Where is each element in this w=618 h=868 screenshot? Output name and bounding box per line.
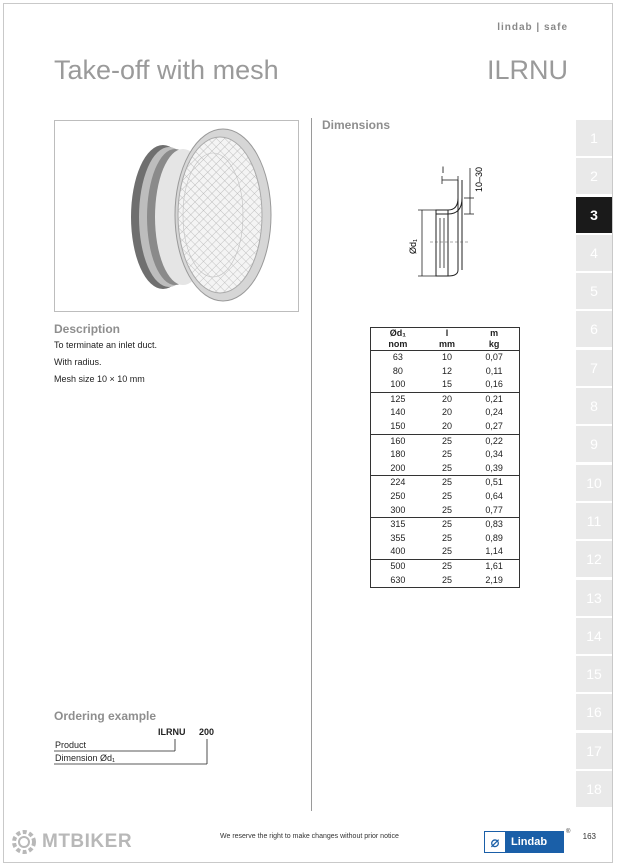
table-header-row (371, 328, 520, 351)
table-cell: 63 (392, 352, 403, 362)
table-cell: 20 (442, 420, 453, 431)
table-cell: 315 (371, 518, 425, 532)
table-cell: 25 (442, 462, 453, 473)
page-number: 163 (582, 832, 596, 841)
table-cell: 0,27 (485, 420, 503, 431)
description-line: With radius. (54, 357, 102, 367)
table-cell: 25 (425, 476, 470, 490)
tab-chapter-14[interactable]: 14 (576, 618, 612, 654)
table-cell: 300 (390, 504, 406, 515)
table-cell: 500 (371, 559, 425, 573)
dimensions-heading: Dimensions (322, 118, 391, 132)
table-row (371, 351, 520, 365)
description-line: Mesh size 10 × 10 mm (54, 374, 145, 384)
table-row (371, 504, 520, 518)
table-body (371, 351, 520, 588)
table-cell: 100 (390, 379, 406, 390)
product-photo (54, 120, 299, 312)
table-cell: 250 (390, 490, 406, 501)
footer-note: We reserve the right to make changes without prior notice (220, 833, 399, 840)
table-cell: 355 (390, 532, 406, 543)
tab-chapter-8[interactable]: 8 (576, 388, 612, 424)
table-cell: 224 (371, 476, 425, 490)
table-cell: 0,11 (485, 365, 503, 376)
tab-chapter-17[interactable]: 17 (576, 733, 612, 769)
table-cell: 0,24 (485, 407, 503, 418)
table-row (371, 392, 520, 406)
tab-chapter-1[interactable]: 1 (576, 120, 612, 156)
tab-chapter-12[interactable]: 12 (576, 541, 612, 577)
tab-chapter-13[interactable]: 13 (576, 580, 612, 616)
logo-text: Lindab (511, 836, 548, 848)
description-line: To terminate an inlet duct. (54, 340, 158, 350)
table-cell: 25 (442, 574, 453, 585)
table-cell: 25 (442, 504, 453, 515)
table-cell: 180 (390, 449, 406, 460)
tab-chapter-16[interactable]: 16 (576, 694, 612, 730)
table-cell: 25 (425, 434, 470, 448)
registered-mark: ® (566, 829, 571, 835)
table-cell: 25 (442, 449, 453, 460)
take-off-illustration (55, 121, 298, 311)
table-row (371, 448, 520, 462)
table-cell: 25 (425, 559, 470, 573)
table-cell: 20 (425, 392, 470, 406)
table-row (371, 490, 520, 504)
header-diameter: Ød₁ nom (371, 328, 425, 351)
tab-chapter-6[interactable]: 6 (576, 311, 612, 347)
table-row (371, 545, 520, 559)
tab-chapter-15[interactable]: 15 (576, 656, 612, 692)
table-cell: 630 (390, 574, 406, 585)
table-cell: 12 (442, 365, 453, 376)
table-cell: 0,39 (485, 462, 503, 473)
dimensions-table (370, 327, 520, 588)
header-mass: m kg (469, 328, 519, 351)
table-row (371, 434, 520, 448)
table-cell: 15 (442, 379, 453, 390)
lindab-symbol-icon: ⌀ (484, 831, 506, 853)
table-cell: 140 (390, 407, 406, 418)
tab-chapter-18[interactable]: 18 (576, 771, 612, 807)
drawing-label-l: l (442, 165, 444, 175)
tab-chapter-2[interactable]: 2 (576, 158, 612, 194)
table-cell: 0,64 (485, 490, 503, 501)
table-cell: 20 (442, 407, 453, 418)
table-cell: 2,19 (485, 574, 503, 585)
table-row (371, 574, 520, 588)
table-cell: 400 (390, 546, 406, 557)
gear-icon (10, 828, 38, 856)
lindab-logo (484, 831, 564, 853)
table-cell: 150 (390, 420, 406, 431)
table-cell: 80 (392, 365, 403, 376)
tab-chapter-11[interactable]: 11 (576, 503, 612, 539)
drawing-label-range: 10–30 (474, 166, 484, 192)
tab-chapter-7[interactable]: 7 (576, 350, 612, 386)
table-cell: 25 (442, 546, 453, 557)
table-cell: 200 (390, 462, 406, 473)
table-cell: 1,14 (485, 546, 503, 557)
chapter-tabs (576, 120, 614, 809)
brand-header: lindab | safe (497, 22, 568, 33)
table-row (371, 518, 520, 532)
table-cell: 0,34 (485, 449, 503, 460)
ordering-heading: Ordering example (54, 709, 157, 723)
tab-chapter-10[interactable]: 10 (576, 465, 612, 501)
table-row (371, 559, 520, 573)
column-divider (311, 118, 312, 811)
table-row (371, 420, 520, 434)
table-cell: 25 (442, 532, 453, 543)
table-cell: 25 (425, 518, 470, 532)
header-length: l mm (425, 328, 470, 351)
table-cell: 0,77 (485, 504, 503, 515)
table-cell: 0,22 (469, 434, 519, 448)
table-cell: 1,61 (469, 559, 519, 573)
table-cell: 0,16 (485, 379, 503, 390)
ordering-code: ILRNU (158, 727, 186, 737)
table-row (371, 532, 520, 546)
table-row (371, 462, 520, 476)
table-cell: 25 (442, 490, 453, 501)
table-row (371, 406, 520, 420)
table-cell: 160 (371, 434, 425, 448)
table-cell: 0,51 (469, 476, 519, 490)
description-heading: Description (54, 322, 121, 336)
watermark-text: MTBIKER (42, 831, 133, 852)
ordering-product-label: Product (55, 740, 87, 750)
tab-chapter-5[interactable]: 5 (576, 273, 612, 309)
table-row (371, 365, 520, 379)
watermark (10, 828, 132, 856)
drawing-label-diameter: Ød₁ (408, 238, 418, 254)
table-row (371, 378, 520, 392)
table-row (371, 476, 520, 490)
table-cell: 0,21 (469, 392, 519, 406)
tab-chapter-3[interactable]: 3 (576, 197, 612, 233)
table-cell: 0,89 (485, 532, 503, 543)
ordering-dimension-label: Dimension Ød₁ (55, 753, 116, 763)
table-cell: 125 (371, 392, 425, 406)
dimension-drawing (400, 158, 510, 288)
table-cell: 10 (442, 352, 453, 362)
product-code: ILRNU (486, 55, 568, 85)
ordering-size: 200 (199, 727, 215, 737)
table-cell: 0,83 (469, 518, 519, 532)
page-title: Take-off with mesh (54, 55, 279, 85)
table-cell: 0,07 (485, 352, 503, 362)
tab-chapter-9[interactable]: 9 (576, 426, 612, 462)
tab-chapter-4[interactable]: 4 (576, 235, 612, 271)
